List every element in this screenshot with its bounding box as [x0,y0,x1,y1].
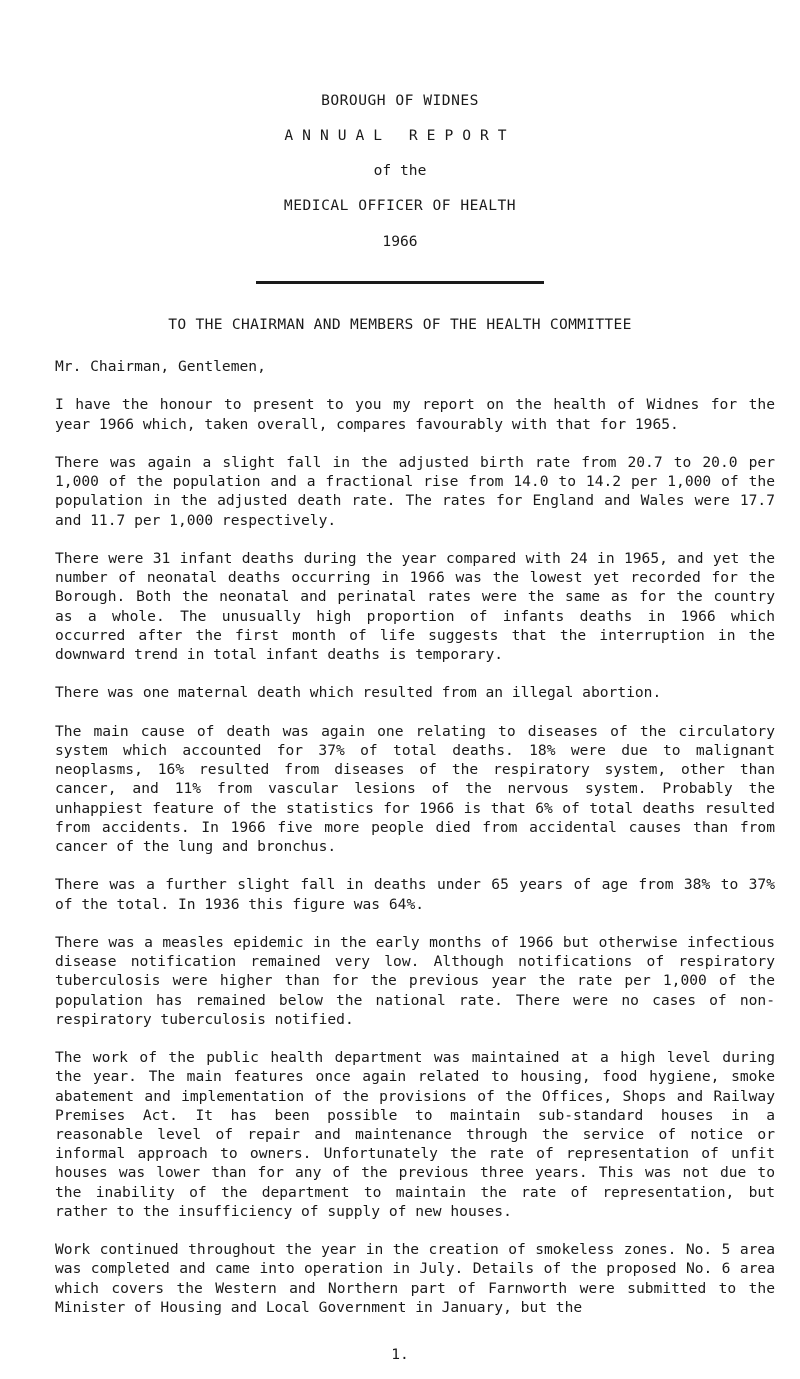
salutation: Mr. Chairman, Gentlemen, [55,358,266,375]
addressee-heading: TO THE CHAIRMAN AND MEMBERS OF THE HEALTH COMMITTEE [168,316,632,333]
of-the-text: of the [373,162,427,179]
paragraph-birth-death-rates: There was again a slight fall in the adjusted birth rate from 20.7 to 20.0 per 1,000 of the population and a fractional rise from 14.0 to 14.2 per 1,000 of the population in the adjusted death rate. The rates for England and Wales were 17.7 and 11.7 per 1,000 respectively. [55,453,775,529]
report-title: ANNUAL REPORT [284,127,516,144]
officer-heading: MEDICAL OFFICER OF HEALTH [283,197,517,214]
paragraph-smokeless-zones: Work continued throughout the year in the creation of smokeless zones. No. 5 area was completed and came into operation in July. Details of the proposed No. 6 area which covers the Western and Northern part of Farnworth were submitted to the Minister of Housing and Local Government in January, but the [55,1241,775,1316]
paragraph-causes-of-death: The main cause of death was again one relating to diseases of the circulatory system which accounted for 37% of total deaths. 18% were due to malignant neoplasms, 16% resulted from diseases of the respiratory system, other than cancer, and 11% from vascular lesions of the nervous system. Probably the unhappiest feature of the statistics for 1966 is that 6% of total deaths resulted from accidents. In 1966 five more people died from accidental causes than from cancer of the lung and bronchus. [55,722,775,855]
letter-body [55,357,775,1336]
divider-rule [256,281,544,284]
page-number: 1. [391,1346,409,1363]
borough-heading: BOROUGH OF WIDNES [321,92,479,109]
paragraph-maternal-death: There was one maternal death which resulted from an illegal abortion. [55,684,662,702]
paragraph-deaths-under-65: There was a further slight fall in deaths under 65 years of age from 38% to 37% of the total. In 1936 this figure was 64%. [55,876,775,913]
paragraph-infectious-disease: There was a measles epidemic in the early months of 1966 but otherwise infectious disease notification remained very low. Although notifications of respiratory tuberculosis were higher than for the previous year the rate per 1,000 of the population has remained below the national rate. There were no cases of non-respiratory tuberculosis notified. [55,933,775,1028]
paragraph-intro: I have the honour to present to you my report on the health of Widnes for the year 1966 which, taken overall, compares favourably with that for 1965. [55,396,775,433]
paragraph-public-health-work: The work of the public health department was maintained at a high level during the year. The main features once again related to housing, food hygiene, smoke abatement and implementation of the provisions of the Offices, Shops and Railway Premises Act. It has been possible to maintain sub-standard houses in a reasonable level of repair and maintenance through the service of notice or informal approach to owners. Unfortunately the rate of representation of unfit houses was lower than for any of the previous three years. This was not due to the inability of the department to maintain the rate of representation, but rather to the insufficiency of supply of new houses. [55,1049,775,1220]
paragraph-infant-deaths: There were 31 infant deaths during the year compared with 24 in 1965, and yet the number of neonatal deaths occurring in 1966 was the lowest yet recorded for the Borough. Both the neonatal and perinatal rates were the same as for the country as a whole. The unusually high proportion of infants deaths in 1966 which occurred after the first month of life suggests that the interruption in the downward trend in total infant deaths is temporary. [55,549,775,663]
report-year: 1966 [382,233,418,250]
